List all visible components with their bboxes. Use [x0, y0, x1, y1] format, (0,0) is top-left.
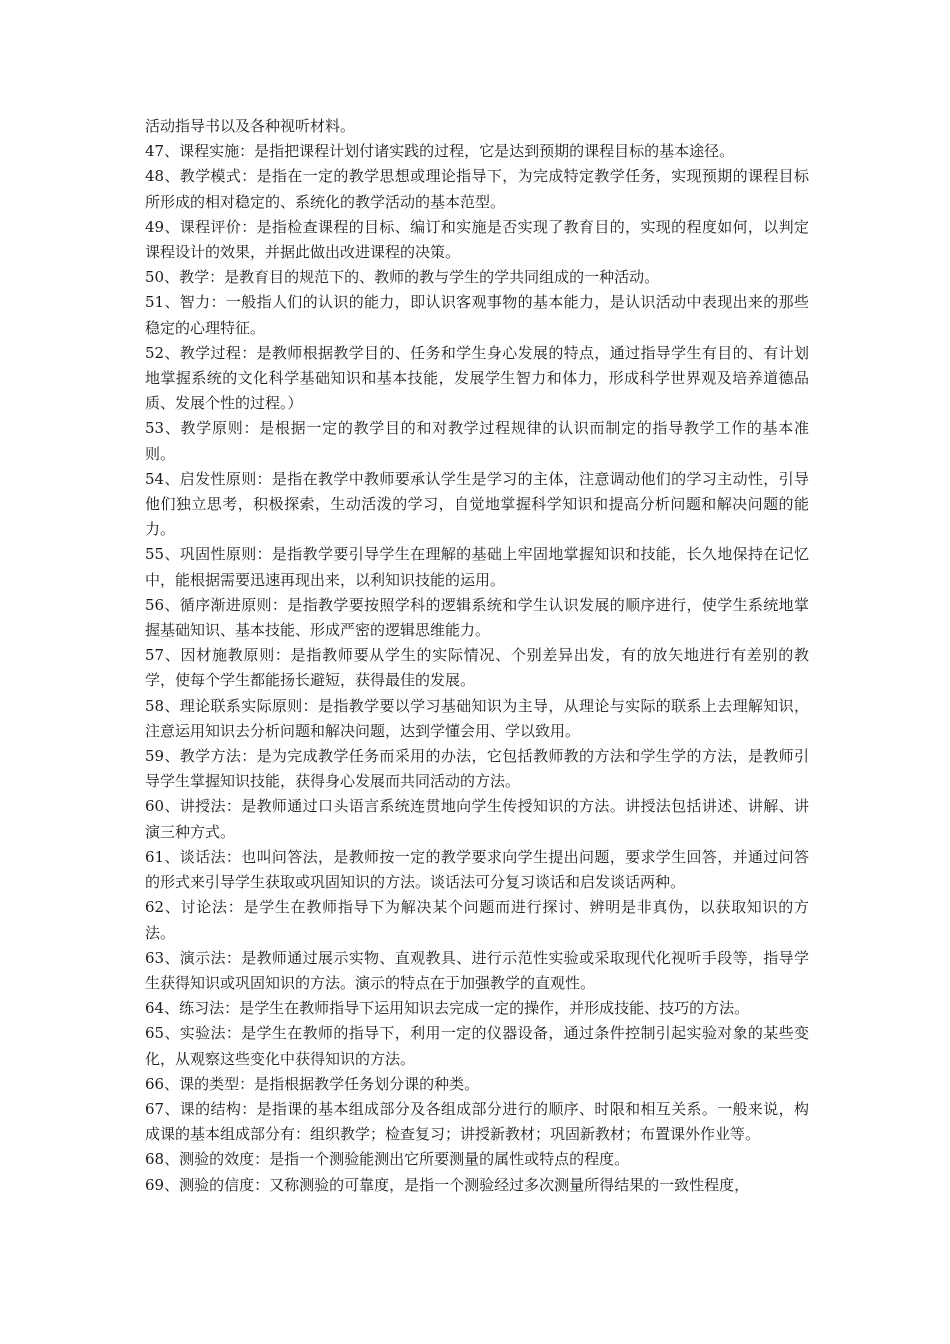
paragraph-term-58: 58、理论联系实际原则：是指教学要以学习基础知识为主导，从理论与实际的联系上去理解知识，注意运用知识去分析问题和解决问题，达到学懂会用、学以致用。	[145, 696, 809, 740]
paragraph-term-53: 53、教学原则：是根据一定的教学目的和对教学过程规律的认识而制定的指导教学工作的基本准则。	[145, 419, 809, 463]
paragraph-term-50: 50、教学：是教育目的规范下的、教师的教与学生的学共同组成的一种活动。	[145, 268, 660, 287]
paragraph-term-64: 64、练习法：是学生在教师指导下运用知识去完成一定的操作，并形成技能、技巧的方法。	[145, 999, 750, 1018]
paragraph-continuation: 活动指导书以及各种视听材料。	[145, 117, 356, 135]
paragraph-term-69: 69、测验的信度：又称测验的可靠度，是指一个测验经过多次测量所得结果的一致性程度，	[145, 1175, 750, 1194]
paragraph-term-49: 49、课程评价：是指检查课程的目标、编订和实施是否实现了教育目的，实现的程度如何，以判定课程设计的效果，并据此做出改进课程的决策。	[145, 217, 809, 262]
paragraph-term-51: 51、智力：一般指人们的认识的能力，即认识客观事物的基本能力，是认识活动中表现出来的那些稳定的心理特征。	[145, 293, 809, 337]
paragraph-term-65: 65、实验法：是学生在教师的指导下，利用一定的仪器设备，通过条件控制引起实验对象的某些变化，从观察这些变化中获得知识的方法。	[145, 1024, 809, 1068]
paragraph-term-47: 47、课程实施：是指把课程计划付诸实践的过程，它是达到预期的课程目标的基本途径。	[145, 142, 735, 161]
paragraph-term-48: 48、教学模式：是指在一定的教学思想或理论指导下，为完成特定教学任务，实现预期的课程目标所形成的相对稳定的、系统化的教学活动的基本范型。	[145, 167, 809, 211]
paragraph-term-59: 59、教学方法：是为完成教学任务而采用的办法，它包括教师教的方法和学生学的方法，是教师引导学生掌握知识技能，获得身心发展而共同活动的方法。	[145, 747, 809, 791]
paragraph-term-61: 61、谈话法：也叫问答法，是教师按一定的教学要求向学生提出问题，要求学生回答，并通过问答的形式来引导学生获取或巩固知识的方法。谈话法可分复习谈话和启发谈话两种。	[145, 847, 809, 892]
paragraph-term-63: 63、演示法：是教师通过展示实物、直观教具、进行示范性实验或采取现代化视听手段等，指导学生获得知识或巩固知识的方法。演示的特点在于加强教学的直观性。	[145, 948, 809, 992]
paragraph-term-54: 54、启发性原则：是指在教学中教师要承认学生是学习的主体，注意调动他们的学习主动性，引导他们独立思考，积极探索，生动活泼的学习，自觉地掌握科学知识和提高分析问题和解决问题的能力。	[145, 469, 809, 539]
paragraph-term-55: 55、巩固性原则：是指教学要引导学生在理解的基础上牢固地掌握知识和技能，长久地保持在记忆中，能根据需要迅速再现出来，以利知识技能的运用。	[145, 545, 809, 589]
paragraph-term-57: 57、因材施教原则：是指教师要从学生的实际情况、个别差异出发，有的放矢地进行有差别的教学，使每个学生都能扬长避短，获得最佳的发展。	[145, 646, 809, 690]
paragraph-term-56: 56、循序渐进原则：是指教学要按照学科的逻辑系统和学生认识发展的顺序进行，使学生系统地掌握基础知识、基本技能、形成严密的逻辑思维能力。	[145, 595, 809, 640]
document-page	[145, 114, 809, 1198]
paragraph-term-68: 68、测验的效度：是指一个测验能测出它所要测量的属性或特点的程度。	[145, 1150, 630, 1169]
paragraph-term-52: 52、教学过程：是教师根据教学目的、任务和学生身心发展的特点，通过指导学生有目的、有计划地掌握系统的文化科学基础知识和基本技能，发展学生智力和体力，形成科学世界观及培养道德品质、发展个性的过程。）	[145, 343, 809, 413]
paragraph-term-67: 67、课的结构：是指课的基本组成部分及各组成部分进行的顺序、时限和相互关系。一般来说，构成课的基本组成部分有：组织教学；检查复习；讲授新教材；巩固新教材；布置课外作业等。	[145, 1099, 809, 1144]
paragraph-term-62: 62、讨论法：是学生在教师指导下为解决某个问题而进行探讨、辨明是非真伪，以获取知识的方法。	[145, 898, 809, 942]
paragraph-term-66: 66、课的类型：是指根据教学任务划分课的种类。	[145, 1074, 480, 1093]
paragraph-term-60: 60、讲授法：是教师通过口头语言系统连贯地向学生传授知识的方法。讲授法包括讲述、讲解、讲演三种方式。	[145, 797, 809, 841]
